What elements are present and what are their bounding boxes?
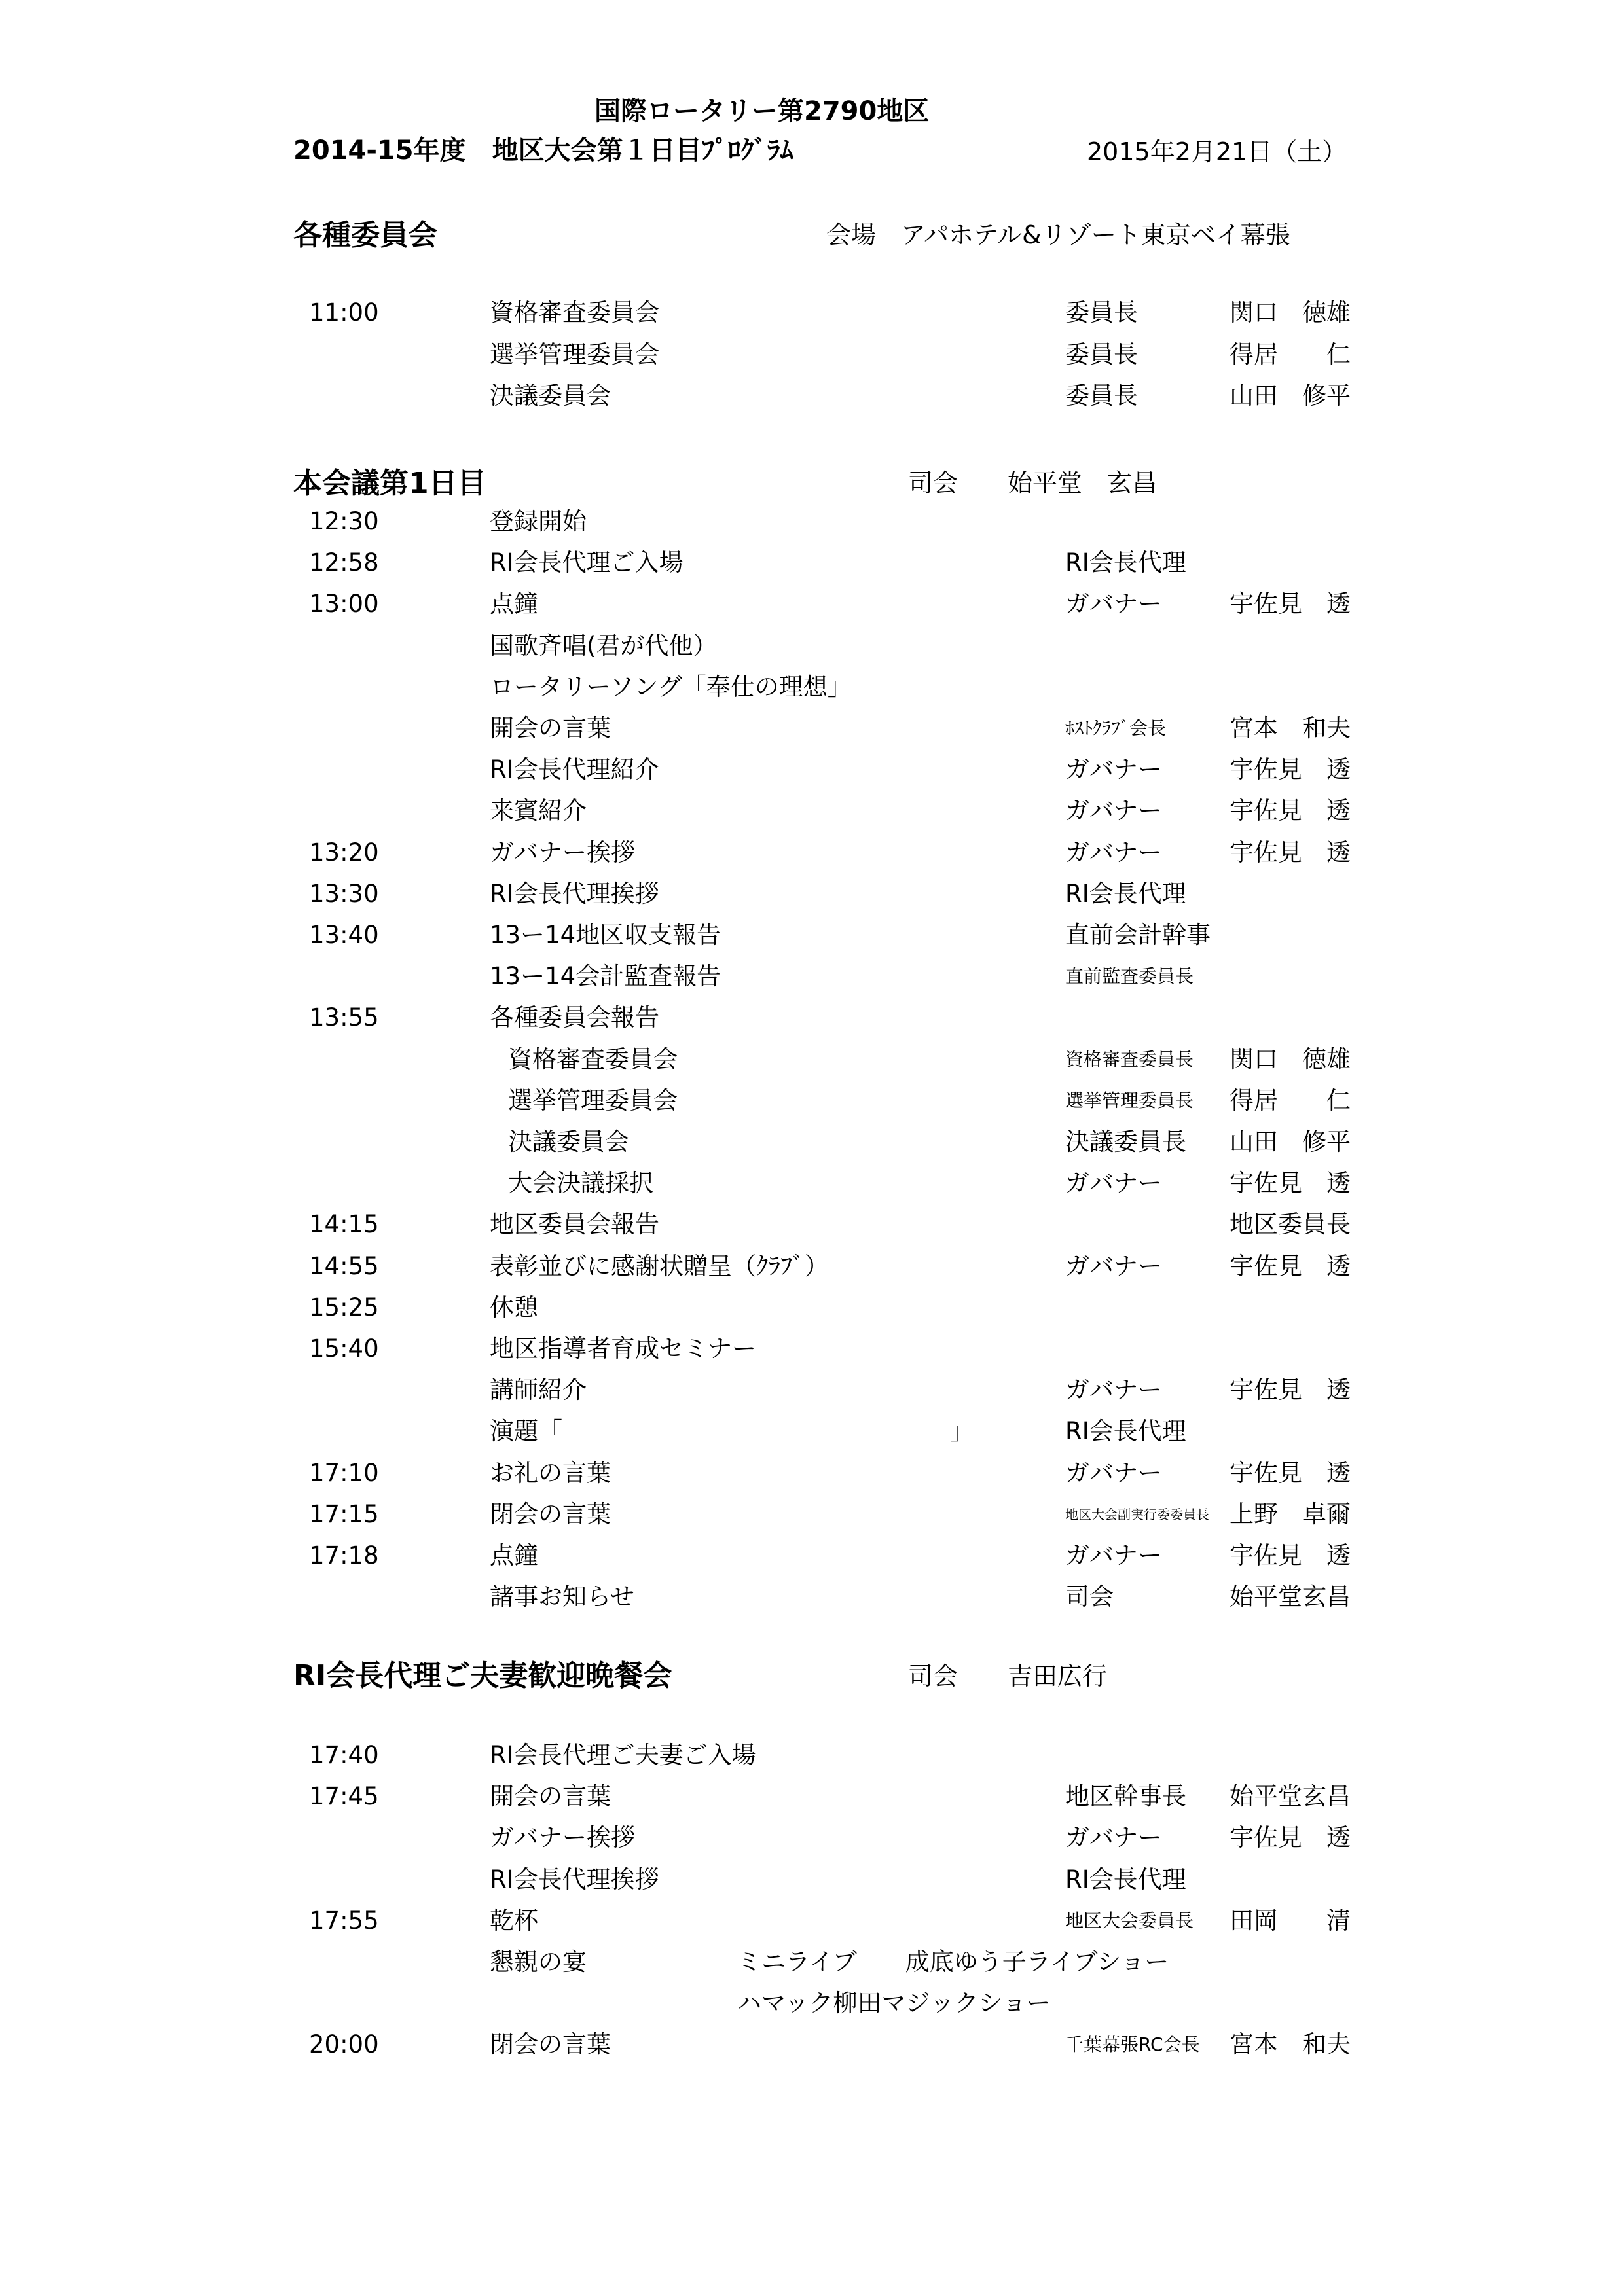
row-role: 資格審査委員長 bbox=[1065, 1048, 1194, 1070]
row-name: 得居 仁 bbox=[1230, 340, 1351, 368]
schedule-row bbox=[0, 1164, 1623, 1203]
row-entertainment: ハマック柳田マジックショー bbox=[737, 1989, 1051, 2018]
row-item: 休憩 bbox=[490, 1293, 538, 1321]
schedule-row bbox=[0, 1081, 1623, 1121]
schedule-row bbox=[0, 668, 1623, 707]
row-item: 地区指導者育成セミナー bbox=[490, 1335, 756, 1363]
schedule-row bbox=[0, 1454, 1623, 1493]
schedule-row bbox=[0, 1943, 1623, 1982]
row-name: 始平堂玄昌 bbox=[1230, 1782, 1351, 1811]
schedule-row bbox=[0, 916, 1623, 955]
host-value: 始平堂 玄昌 bbox=[1008, 469, 1158, 497]
row-item: 講師紹介 bbox=[490, 1376, 587, 1405]
row-name: 宇佐見 透 bbox=[1230, 1376, 1351, 1405]
schedule-row bbox=[0, 1288, 1623, 1327]
row-item: 点鐘 bbox=[490, 1541, 538, 1570]
schedule-row bbox=[0, 2025, 1623, 2064]
row-time: 13:55 bbox=[309, 1003, 379, 1032]
row-item: 懇親の宴 bbox=[490, 1948, 587, 1976]
schedule-row bbox=[0, 543, 1623, 583]
section-heading-committees: 各種委員会 bbox=[293, 219, 437, 252]
schedule-row bbox=[0, 293, 1623, 332]
row-name: 宮本 和夫 bbox=[1230, 2030, 1351, 2059]
row-item: 資格審査委員会 bbox=[490, 298, 659, 327]
row-name: 宇佐見 透 bbox=[1230, 838, 1351, 867]
row-name: 宮本 和夫 bbox=[1230, 714, 1351, 742]
section-venue bbox=[826, 215, 1290, 251]
row-item: ガバナー挨拶 bbox=[490, 1823, 635, 1852]
row-name: 宇佐見 透 bbox=[1230, 755, 1351, 784]
row-item: 国歌斉唱(君が代他） bbox=[490, 631, 718, 660]
row-role: 直前監査委員長 bbox=[1065, 965, 1194, 988]
row-item: 開会の言葉 bbox=[490, 714, 611, 742]
row-item: 閉会の言葉 bbox=[490, 2030, 611, 2059]
row-time: 17:18 bbox=[309, 1541, 379, 1570]
section-heading-plenary: 本会議第1日目 bbox=[293, 467, 486, 500]
row-name: 宇佐見 透 bbox=[1230, 797, 1351, 825]
row-role: 千葉幕張RC会長 bbox=[1065, 2034, 1200, 2056]
row-name: 宇佐見 透 bbox=[1230, 1823, 1351, 1852]
row-time: 12:58 bbox=[309, 548, 379, 577]
document-subtitle: 2014-15年度 地区大会第１日目ﾌﾟﾛｸﾞﾗﾑ bbox=[293, 135, 793, 166]
row-role: 直前会計幹事 bbox=[1065, 921, 1211, 949]
row-time: 15:40 bbox=[309, 1335, 379, 1363]
schedule-row bbox=[0, 1577, 1623, 1617]
schedule-row bbox=[0, 874, 1623, 914]
row-item: 13ー14会計監査報告 bbox=[490, 962, 721, 991]
schedule-row bbox=[0, 1495, 1623, 1534]
row-item: 大会決議採択 bbox=[508, 1169, 653, 1198]
row-role: ガバナー bbox=[1065, 1169, 1162, 1198]
row-role: ガバナー bbox=[1065, 1458, 1162, 1487]
venue-label: 会場 bbox=[826, 221, 877, 249]
row-role: ガバナー bbox=[1065, 1823, 1162, 1852]
row-role: 選挙管理委員長 bbox=[1065, 1089, 1194, 1111]
row-item: 決議委員会 bbox=[508, 1128, 629, 1156]
row-time: 15:25 bbox=[309, 1293, 379, 1321]
row-time: 17:45 bbox=[309, 1782, 379, 1811]
row-role: 地区大会委員長 bbox=[1065, 1909, 1194, 1931]
schedule-row bbox=[0, 502, 1623, 541]
document-title: 国際ロータリー第2790地区 bbox=[594, 96, 930, 126]
row-item: 開会の言葉 bbox=[490, 1782, 611, 1811]
schedule-row bbox=[0, 1984, 1623, 2023]
document-date: 2015年2月21日（土） bbox=[1087, 137, 1347, 166]
row-item: 地区委員会報告 bbox=[490, 1210, 659, 1239]
schedule-row bbox=[0, 1818, 1623, 1857]
schedule-row bbox=[0, 376, 1623, 416]
row-role: 委員長 bbox=[1065, 340, 1138, 368]
row-item: 選挙管理委員会 bbox=[508, 1086, 678, 1115]
schedule-row bbox=[0, 1412, 1623, 1451]
schedule-row bbox=[0, 335, 1623, 374]
row-role: ガバナー bbox=[1065, 755, 1162, 784]
row-name: 得居 仁 bbox=[1230, 1086, 1351, 1115]
row-name: 宇佐見 透 bbox=[1230, 1169, 1351, 1198]
row-time: 17:15 bbox=[309, 1499, 379, 1528]
section-host bbox=[908, 463, 1157, 499]
row-name: 宇佐見 透 bbox=[1230, 1541, 1351, 1570]
schedule-row bbox=[0, 1860, 1623, 1899]
row-role: RI会長代理 bbox=[1065, 548, 1186, 577]
row-name: 宇佐見 透 bbox=[1230, 590, 1351, 619]
row-time: 17:55 bbox=[309, 1906, 379, 1935]
row-role: RI会長代理 bbox=[1065, 879, 1186, 908]
row-item: 表彰並びに感謝状贈呈（ｸﾗﾌﾞ） bbox=[490, 1251, 829, 1280]
row-name: 山田 修平 bbox=[1230, 1128, 1351, 1156]
row-time: 13:30 bbox=[309, 879, 379, 908]
row-time: 17:10 bbox=[309, 1458, 379, 1487]
dinner-host-label: 司会 bbox=[908, 1662, 958, 1691]
schedule-row bbox=[0, 584, 1623, 624]
section-dinner-host bbox=[908, 1656, 1107, 1692]
venue-value: アパホテル&リゾート東京ベイ幕張 bbox=[901, 221, 1290, 249]
schedule-row bbox=[0, 791, 1623, 831]
row-name: 関口 徳雄 bbox=[1230, 1045, 1351, 1073]
row-item: お礼の言葉 bbox=[490, 1458, 611, 1487]
dinner-host-value: 吉田広行 bbox=[1008, 1662, 1108, 1691]
row-time: 13:20 bbox=[309, 838, 379, 867]
row-item: ガバナー挨拶 bbox=[490, 838, 635, 867]
schedule-row bbox=[0, 1329, 1623, 1369]
schedule-row bbox=[0, 1122, 1623, 1162]
schedule-row bbox=[0, 1205, 1623, 1244]
row-name: 関口 徳雄 bbox=[1230, 298, 1351, 327]
row-item: RI会長代理挨拶 bbox=[490, 879, 659, 908]
schedule-row bbox=[0, 1040, 1623, 1079]
section-heading-dinner: RI会長代理ご夫妻歓迎晩餐会 bbox=[293, 1659, 672, 1693]
schedule-row bbox=[0, 1901, 1623, 1941]
schedule-row bbox=[0, 1247, 1623, 1286]
row-name: 田岡 清 bbox=[1230, 1906, 1351, 1935]
row-name: 山田 修平 bbox=[1230, 382, 1351, 410]
row-item: 13ー14地区収支報告 bbox=[490, 921, 721, 949]
row-role: ガバナー bbox=[1065, 1251, 1162, 1280]
row-item: 選挙管理委員会 bbox=[490, 340, 659, 368]
row-name: 宇佐見 透 bbox=[1230, 1251, 1351, 1280]
row-item: 登録開始 bbox=[490, 507, 587, 535]
row-role: 地区幹事長 bbox=[1065, 1782, 1186, 1811]
row-role: RI会長代理 bbox=[1065, 1417, 1186, 1446]
row-name: 上野 卓爾 bbox=[1230, 1499, 1351, 1528]
row-item: RI会長代理ご入場 bbox=[490, 548, 684, 577]
schedule-row bbox=[0, 1536, 1623, 1575]
row-item: 来賓紹介 bbox=[490, 797, 587, 825]
row-role: ﾎｽﾄｸﾗﾌﾞ会長 bbox=[1065, 717, 1167, 739]
schedule-row bbox=[0, 1736, 1623, 1775]
row-role: 決議委員長 bbox=[1065, 1128, 1186, 1156]
row-role: 委員長 bbox=[1065, 382, 1138, 410]
row-name: 地区委員長 bbox=[1230, 1210, 1351, 1239]
row-time: 14:55 bbox=[309, 1251, 379, 1280]
schedule-row bbox=[0, 998, 1623, 1037]
host-label: 司会 bbox=[908, 469, 958, 497]
row-role: ガバナー bbox=[1065, 590, 1162, 619]
row-name: 宇佐見 透 bbox=[1230, 1458, 1351, 1487]
schedule-row bbox=[0, 957, 1623, 996]
row-role: ガバナー bbox=[1065, 1376, 1162, 1405]
row-item: 閉会の言葉 bbox=[490, 1499, 611, 1528]
row-time: 12:30 bbox=[309, 507, 379, 535]
row-time: 13:00 bbox=[309, 590, 379, 619]
row-time: 13:40 bbox=[309, 921, 379, 949]
row-item: 点鐘 bbox=[490, 590, 538, 619]
row-role: ガバナー bbox=[1065, 1541, 1162, 1570]
row-role: 地区大会副実行委委員長 bbox=[1065, 1506, 1209, 1522]
row-entertainment: ミニライブ 成底ゆう子ライブショー bbox=[737, 1948, 1169, 1976]
row-time: 17:40 bbox=[309, 1741, 379, 1769]
row-role: RI会長代理 bbox=[1065, 1865, 1186, 1893]
row-item: RI会長代理ご夫妻ご入場 bbox=[490, 1741, 756, 1769]
schedule-row bbox=[0, 709, 1623, 748]
row-time: 11:00 bbox=[309, 298, 379, 327]
row-item: ロータリーソング「奉仕の理想」 bbox=[490, 672, 852, 701]
row-name: 始平堂玄昌 bbox=[1230, 1583, 1351, 1611]
row-item: RI会長代理紹介 bbox=[490, 755, 659, 784]
row-time: 14:15 bbox=[309, 1210, 379, 1239]
row-item: 決議委員会 bbox=[490, 382, 611, 410]
row-item: 演題「 」 bbox=[490, 1417, 974, 1446]
row-item: 諸事お知らせ bbox=[490, 1583, 634, 1611]
row-role: 委員長 bbox=[1065, 298, 1138, 327]
row-role: 司会 bbox=[1065, 1583, 1114, 1611]
schedule-row bbox=[0, 833, 1623, 872]
row-item: 各種委員会報告 bbox=[490, 1003, 659, 1032]
row-item: RI会長代理挨拶 bbox=[490, 1865, 659, 1893]
row-item: 乾杯 bbox=[490, 1906, 538, 1935]
row-time: 20:00 bbox=[309, 2030, 379, 2059]
schedule-row bbox=[0, 750, 1623, 789]
schedule-row bbox=[0, 626, 1623, 666]
schedule-row bbox=[0, 1777, 1623, 1816]
schedule-row bbox=[0, 1371, 1623, 1410]
row-role: ガバナー bbox=[1065, 838, 1162, 867]
row-item: 資格審査委員会 bbox=[508, 1045, 678, 1073]
row-role: ガバナー bbox=[1065, 797, 1162, 825]
